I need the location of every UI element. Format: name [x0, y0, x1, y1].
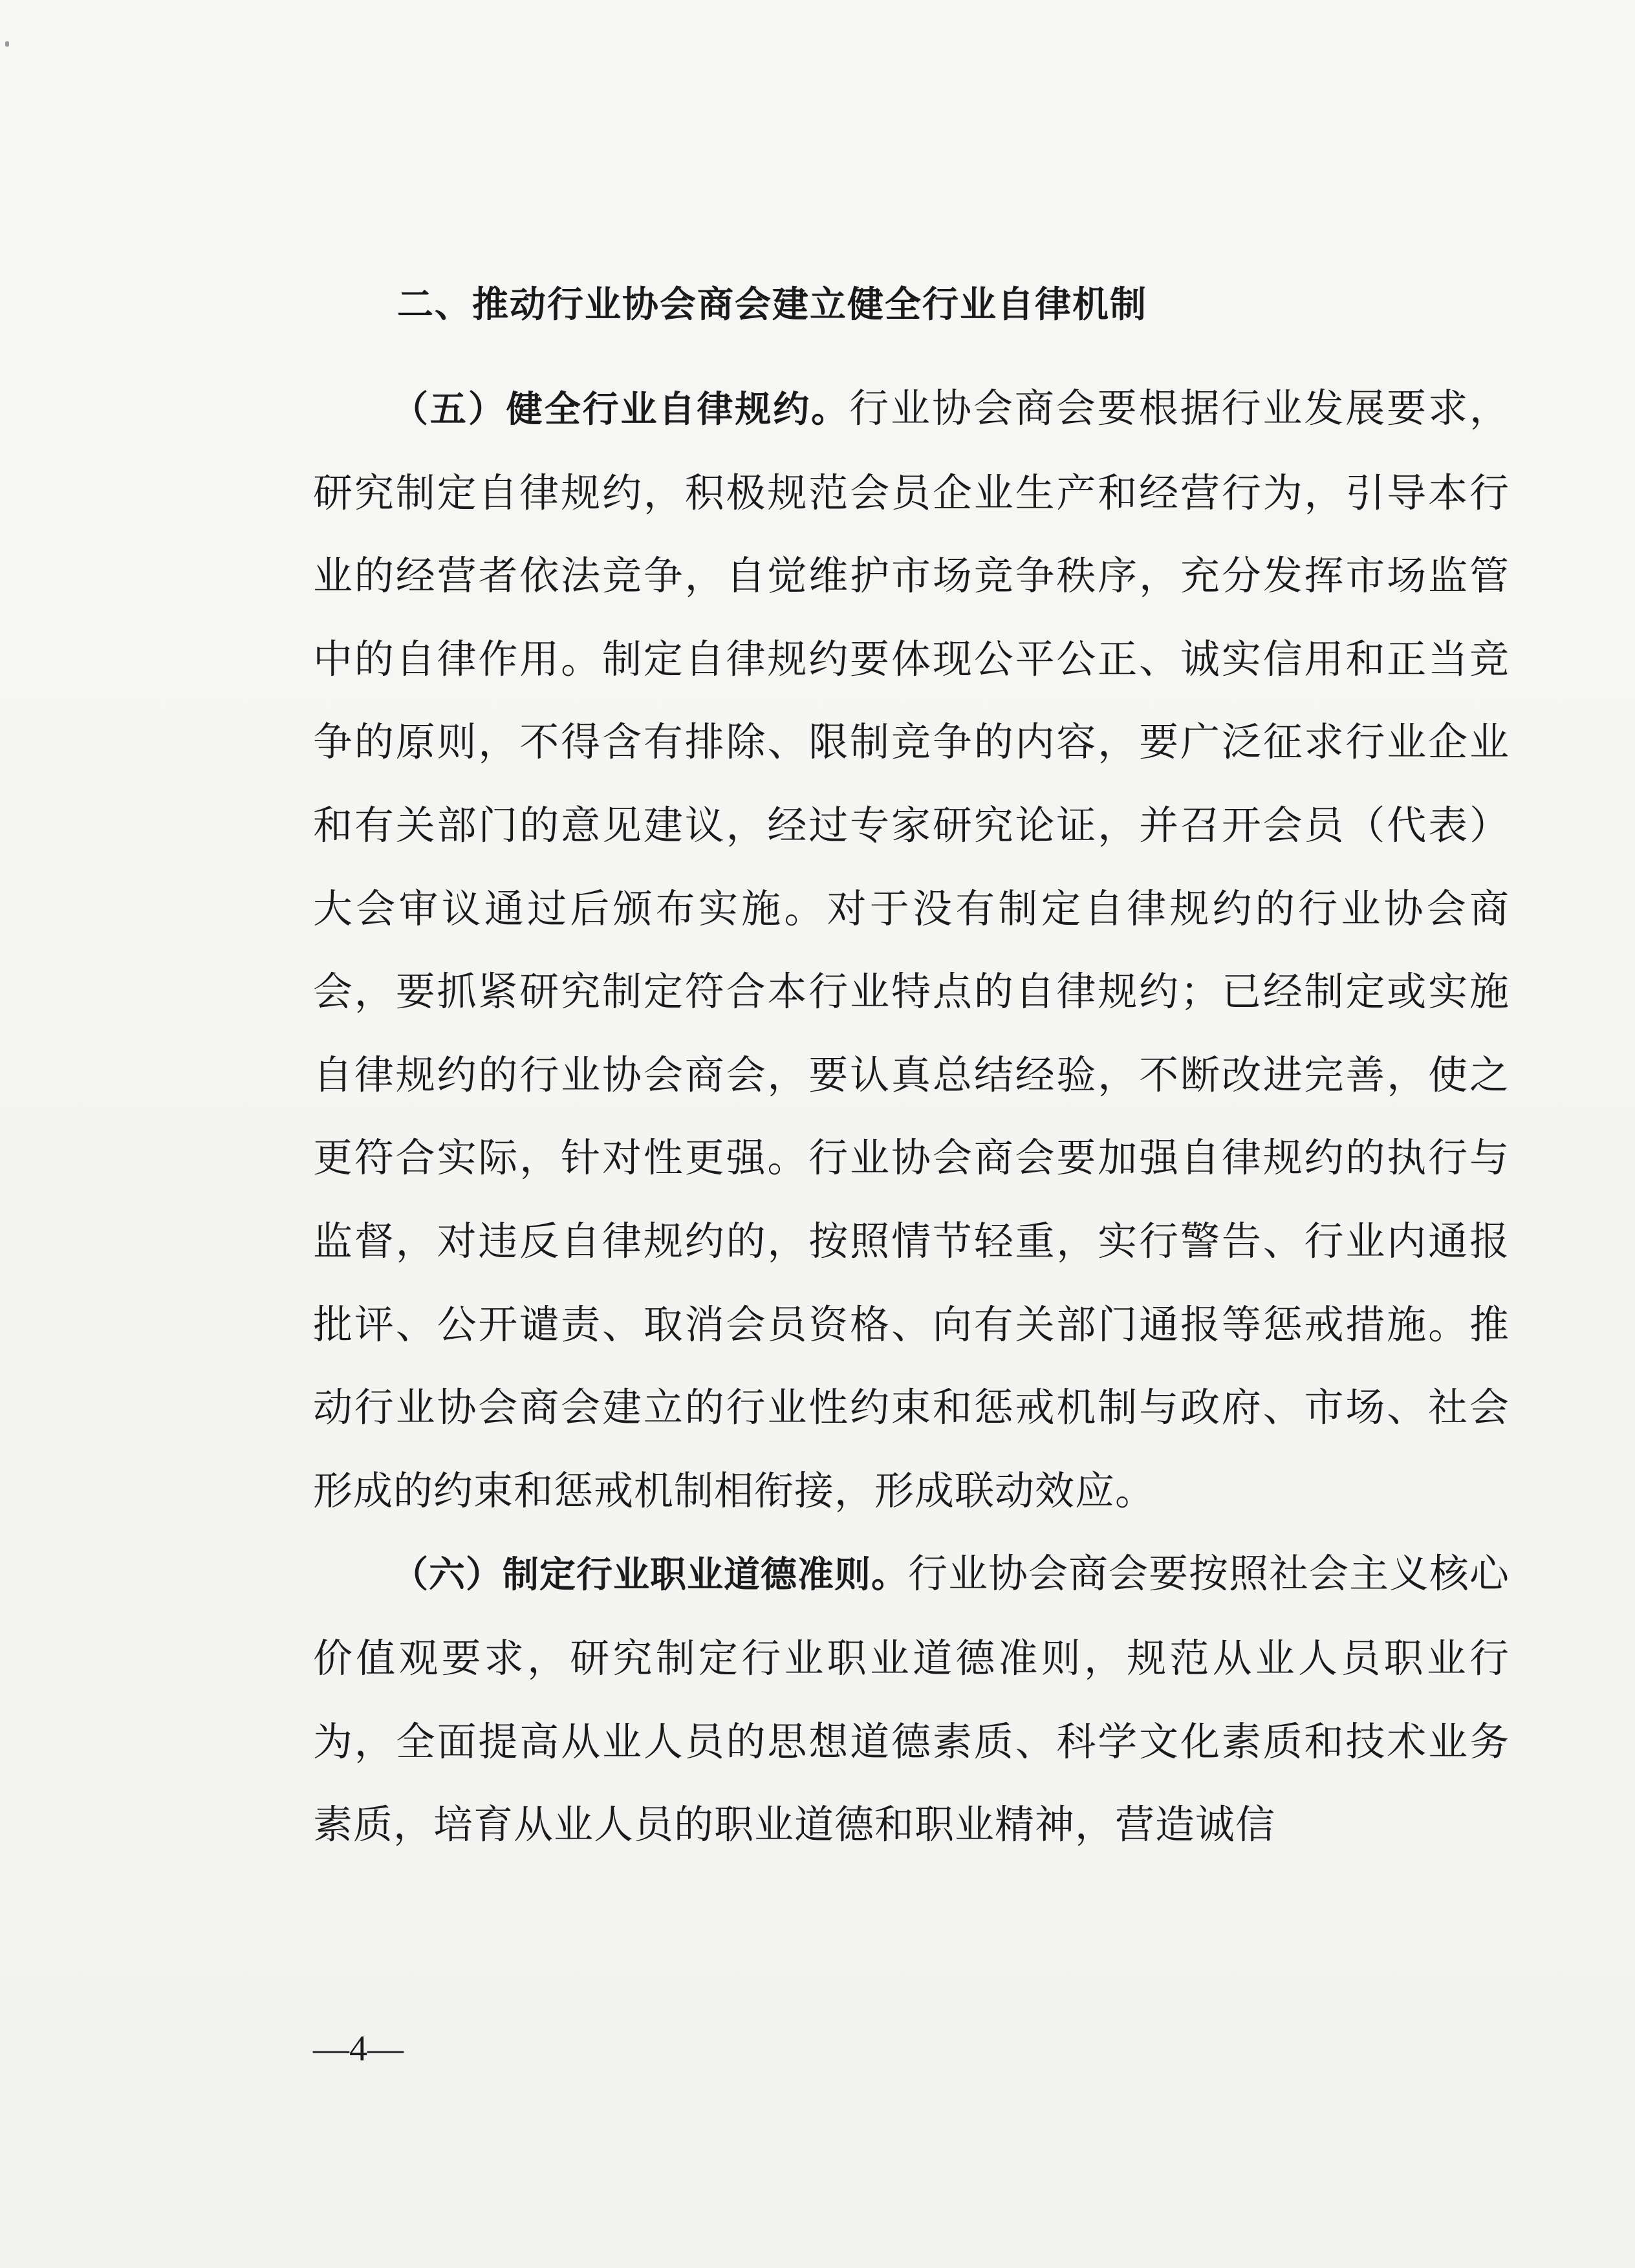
scan-speck: [5, 41, 9, 47]
page-number: —4—: [313, 2029, 404, 2069]
paragraph-text-5: 行业协会商会要根据行业发展要求，研究制定自律规约，积极规范会员企业生产和经营行为，引导本行业的经营者依法竞争，自觉维护市场竞争秩序，充分发挥市场监管中的自律作用。制定自律规约要体现公平公正、诚实信用和正当竞争的原则，不得含有排除、限制竞争的内容，要广泛征求行业企业和有关部门的意见建议，经过专家研究论证，并召开会员（代表）大会审议通过后颁布实施。对于没有制定自律规约的行业协会商会，要抓紧研究制定符合本行业特点的自律规约；已经制定或实施自律规约的行业协会商会，要认真总结经验，不断改进完善，使之更符合实际，针对性更强。行业协会商会要加强自律规约的执行与监督，对违反自律规约的，按照情节轻重，实行警告、行业内通报批评、公开谴责、取消会员资格、向有关部门通报等惩戒措施。推动行业协会商会建立的行业性约束和惩戒机制与政府、市场、社会形成的约束和惩戒机制相衔接，形成联动效应。: [313, 385, 1510, 1514]
paragraph-lead-5: （五）健全行业自律规约。: [392, 389, 850, 431]
paragraph-lead-6: （六）制定行业职业道德准则。: [392, 1554, 908, 1597]
paragraph-professional-ethics: [313, 1533, 1510, 1866]
paragraph-self-regulation: [313, 367, 1510, 1533]
section-heading: 二、推动行业协会商会建立健全行业自律机制: [397, 284, 1147, 326]
document-body: [313, 285, 1510, 1867]
paragraph-text-6: 行业协会商会要按照社会主义核心价值观要求，研究制定行业职业道德准则，规范从业人员职业行为，全面提高从业人员的思想道德素质、科学文化素质和技术业务素质，培育从业人员的职业道德和职业精神，营造诚信: [313, 1551, 1510, 1848]
